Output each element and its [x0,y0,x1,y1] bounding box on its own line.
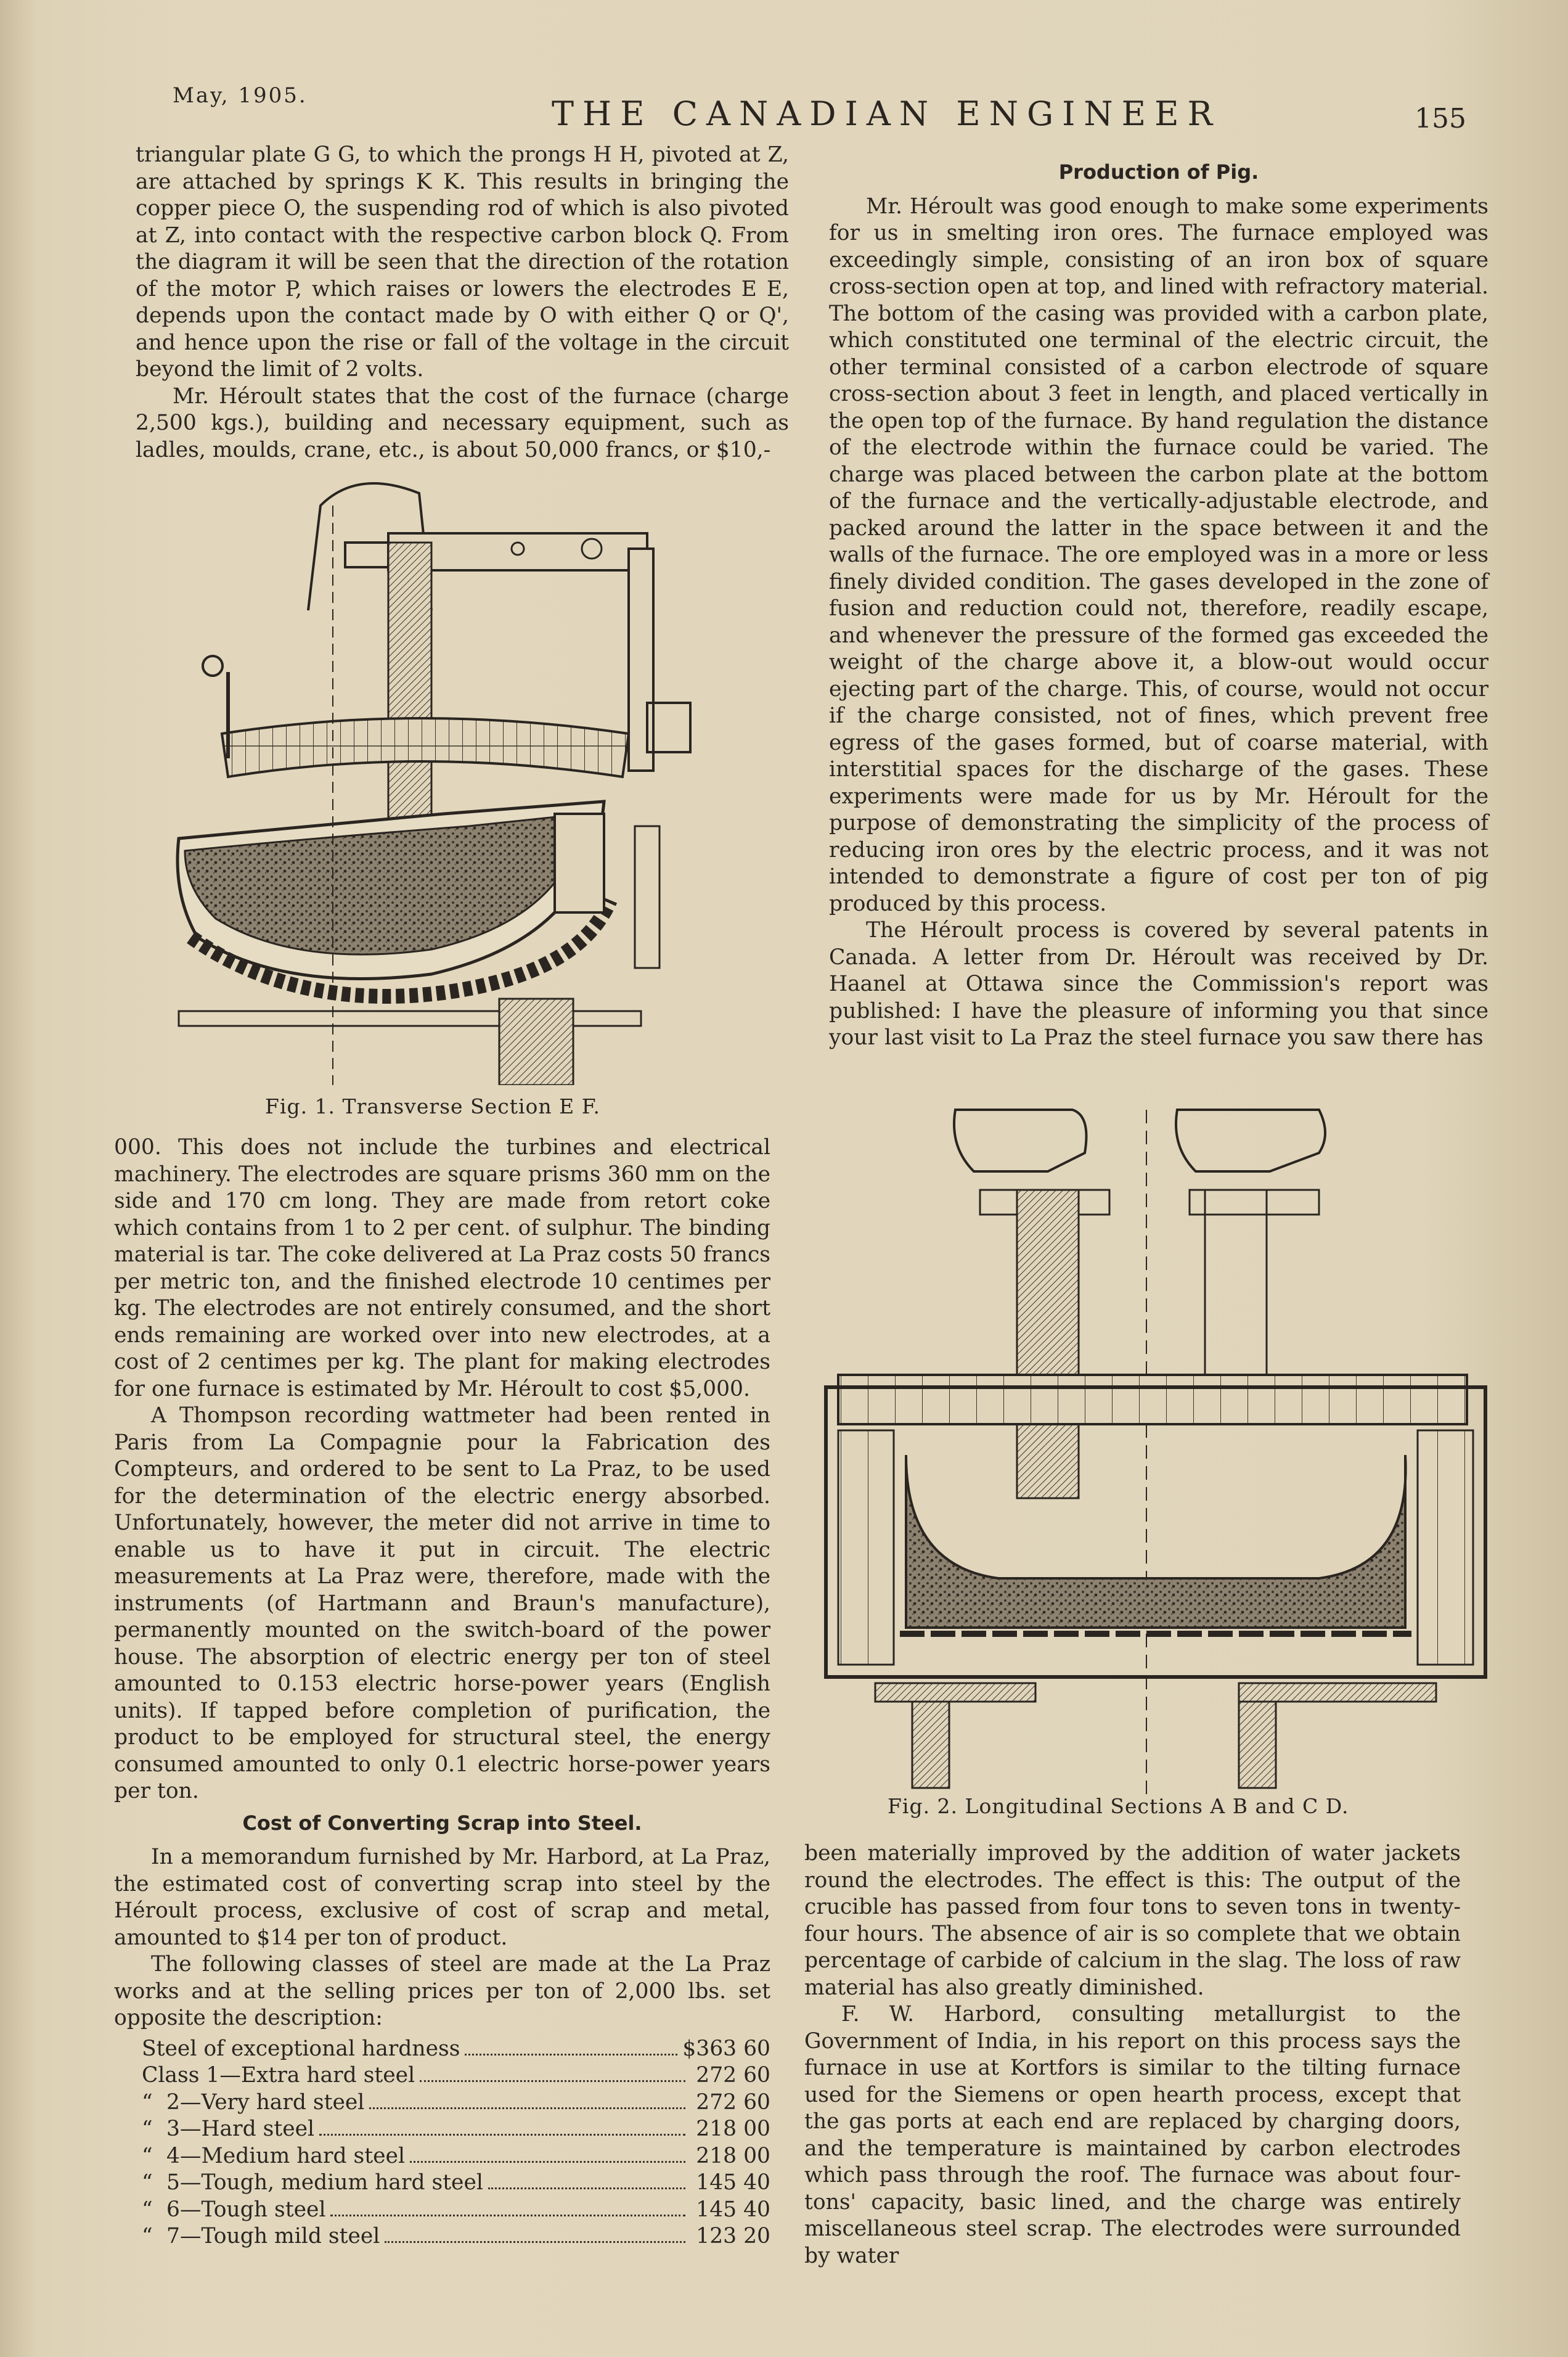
figure-2-caption: Fig. 2. Longitudinal Sections A B and C D. [888,1794,1349,1818]
price-row [114,2036,770,2063]
leader-dots [385,2241,685,2243]
leader-dots [488,2187,685,2189]
paragraph: been materially improved by the addition of water jackets round the electrodes. The effect is this: The output of the crucible has passed from four tons to seven tons in twenty-four hours. The absence of air is so complete that we obtain percentage of carbide of calcium in the slag. The loss of raw material has also greatly diminished. [804,1841,1461,2000]
leader-dots [465,2054,677,2056]
price-row [114,2170,770,2197]
paragraph: F. W. Harbord, consulting metallurgist to the Government of India, in his report on this process says the furnace in use at Kortfors is similar to the tilting furnace used for the Siemens or open hearth process, except that the gas ports at each end are replaced by charging doors, and the temperature is maintained by carbon electrodes which pass through the roof. The furnace was about four-tons' capacity, basic lined, and the charge was entirely miscellaneous steel scrap. The electrodes were surrounded by water [804,2002,1461,2268]
steel-class: 6—Tough steel [166,2197,326,2222]
steel-price: 218 00 [696,2117,770,2141]
ditto-mark: “ [142,2143,153,2168]
steel-class: 2—Very hard steel [166,2089,365,2115]
ditto-mark: “ [142,2117,153,2141]
leader-dots [410,2161,685,2163]
price-row [114,2223,770,2250]
paragraph: triangular plate G G, to which the prongs H H, pivoted at Z, are attached by springs K K. This results in bringing the copper piece O, the suspending rod of which is also pivoted at Z, into contact with the respective carbon block Q. From the diagram it will be seen that the direction of the rotation of the motor P, which raises or lowers the electrodes E E, depends upon the contact made by O with either Q or Q', and hence upon the rise or fall of the voltage in the circuit beyond the limit of 2 volts. [136,142,789,382]
figure-1-caption: Fig. 1. Transverse Section E F. [265,1094,600,1118]
subheading-cost-of-converting-scrap: Cost of Converting Scrap into Steel. [242,1811,642,1835]
left-column-top [136,142,789,464]
subheading-production-of-pig: Production of Pig. [1058,160,1259,184]
price-row [114,2143,770,2170]
steel-price: 123 20 [696,2224,770,2248]
price-row [114,2197,770,2224]
steel-class: 7—Tough mild steel [166,2224,380,2248]
paragraph: A Thompson recording wattmeter had been rented in Paris from La Compagnie pour la Fabrication des Compteurs, and ordered to be sent to La Praz, to be used for the determination of the electric energy absorbed. Unfortunately, however, the meter did not arrive in time to enable us to have it put in circuit. The electric measurements at La Praz were, therefore, made with the instruments (of Hartmann and Braun's manufacture), permanently mounted on the switch-board of the power house. The absorption of electric energy per ton of steel amounted to 0.153 electric horse-power years (English units). If tapped before completion of purification, the product to be employed for structural steel, the energy consumed amounted to only 0.1 electric horse-power years per ton. [114,1403,770,1803]
ditto-mark: “ [142,2197,153,2222]
steel-price: 272 60 [696,2089,770,2115]
steel-class: Class 1—Extra hard steel [142,2063,415,2088]
price-row [114,2089,770,2117]
leader-dots [330,2215,685,2216]
steel-price: 218 00 [696,2143,770,2168]
steel-class: 5—Tough, medium hard steel [166,2170,483,2195]
right-column-bottom [804,1840,1461,2269]
steel-class: 3—Hard steel [166,2117,315,2141]
paragraph: The Héroult process is covered by several patents in Canada. A letter from Dr. Héroult was received by Dr. Haanel at Ottawa since the Commission's report was published: I have the pleasure of informing you that since your last visit to La Praz the steel furnace you saw there has [829,918,1488,1050]
paragraph: In a memorandum furnished by Mr. Harbord, at La Praz, the estimated cost of converting scrap into steel by the Héroult process, exclusive of cost of scrap and metal, amounted to $14 per ton of product. [114,1845,770,1950]
leader-dots [420,2080,685,2082]
right-column-top [829,154,1488,1052]
steel-class: 4—Medium hard steel [166,2143,405,2168]
issue-date: May, 1905. [173,83,308,108]
steel-price: 145 40 [696,2197,770,2222]
figure-2-longitudinal-sections [814,1097,1498,1794]
paragraph: Mr. Héroult was good enough to make some experiments for us in smelting iron ores. The furnace employed was exceedingly simple, consisting of an iron box of square cross-section open at top, and lined with refractory material. The bottom of the casing was provided with a carbon plate, which constituted one terminal of the electric circuit, the other terminal consisted of a carbon electrode of square cross-section about 3 feet in length, and placed vertically in the open top of the furnace. By hand regulation the distance of the electrode within the furnace could be varied. The charge was placed between the carbon plate at the bottom of the furnace and the vertically-adjustable electrode, and packed around the latter in the space between it and the walls of the furnace. The ore employed was in a more or less finely divided condition. The gases developed in the zone of fusion and reduction could not, therefore, readily escape, and whenever the pressure of the formed gas exceeded the weight of the charge above it, a blow-out would occur ejecting part of the charge. This, of course, would not occur if the charge consisted, not of fines, which prevent free egress of the gases formed, but of coarse material, with interstitial spaces for the discharge of the gases. These experiments were made for us by Mr. Héroult for the purpose of demonstrating the simplicity of the process of reducing iron ores by the electric process, and it was not intended to demonstrate a figure of cost per ton of pig produced by this process. [829,194,1488,916]
steel-price: 272 60 [696,2063,770,2088]
price-row [114,2062,770,2089]
left-column-bottom [114,1134,770,2250]
figure-1-transverse-section [123,469,789,1085]
steel-price-list [114,2036,770,2250]
leader-dots [319,2134,685,2136]
paragraph: 000. This does not include the turbines and electrical machinery. The electrodes are square prisms 360 mm on the side and 170 cm long. They are made from retort coke which contains from 1 to 2 per cent. of sulphur. The binding material is tar. The coke delivered at La Praz costs 50 francs per metric ton, and the finished electrode 10 centimes per kg. The electrodes are not entirely consumed, and the short ends remaining are worked over into new electrodes, at a cost of 2 centimes per kg. The plant for making electrodes for one furnace is estimated by Mr. Héroult to cost $5,000. [114,1135,770,1401]
page-header [0,83,1568,139]
steel-price: $363 60 [682,2036,770,2061]
ditto-mark: “ [142,2089,153,2115]
paragraph: The following classes of steel are made at the La Praz works and at the selling prices per ton of 2,000 lbs. set opposite the description: [114,1952,770,2030]
paragraph: Mr. Héroult states that the cost of the furnace (charge 2,500 kgs.), building and necessary equipment, such as ladles, moulds, crane, etc., is about 50,000 francs, or $10,- [136,383,789,462]
leader-dots [369,2107,685,2109]
ditto-mark: “ [142,2170,153,2195]
page-number: 155 [1415,103,1466,134]
steel-price: 145 40 [696,2170,770,2195]
ditto-mark: “ [142,2224,153,2248]
price-row [114,2116,770,2143]
journal-title: THE CANADIAN ENGINEER [552,94,1222,133]
steel-class: Steel of exceptional hardness [142,2036,460,2061]
